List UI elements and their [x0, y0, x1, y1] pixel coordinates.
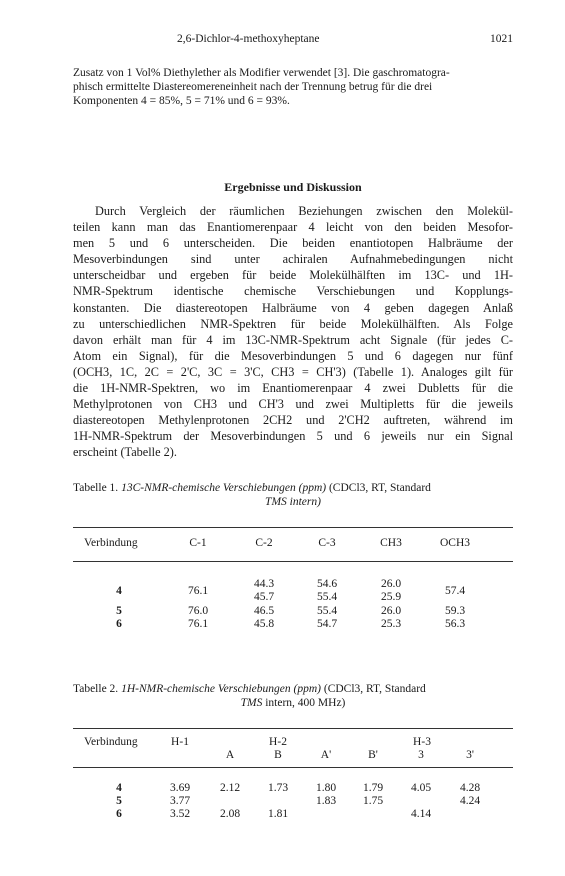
table-cell: 1.80 [315, 782, 337, 794]
intro-paragraph [73, 66, 513, 109]
body-line: erscheint (Tabelle 2). [73, 445, 177, 460]
body-line: konstanten. Die diastereotopen Halbräume von 4 geben dagegen Anlaß [73, 300, 513, 315]
table2-caption [73, 683, 513, 710]
subcolumn-header: B' [368, 749, 378, 761]
table-cell: 55.4 [316, 605, 338, 617]
table-cell: 3.77 [169, 795, 191, 807]
compound-label: 5 [116, 605, 122, 617]
table-caption-line2: TMS intern) [265, 495, 321, 508]
body-line: teilen kann man das Enantiomerenpaar 4 leicht von den beiden Mesofor- [73, 220, 513, 235]
table-cell: 76.0 [187, 605, 209, 617]
section-heading: Ergebnisse und Diskussion [224, 180, 362, 194]
table-cell: 54.6 [316, 578, 338, 590]
body-line: Mesoverbindungen sind unter achiralen Aufnahmebedingungen nicht [73, 252, 513, 267]
column-header: OCH3 [439, 537, 471, 549]
table-cell: 2.12 [219, 782, 241, 794]
body-line: men 5 und 6 unterscheiden. Die beiden enantiotopen Halbräume der [73, 236, 513, 251]
column-header: H-3 [413, 736, 431, 748]
table-cell: 76.1 [187, 618, 209, 630]
table-cell: 57.4 [444, 585, 466, 597]
table-cell: 25.9 [380, 591, 402, 603]
compound-label: 6 [116, 808, 122, 820]
table-cell: 1.83 [315, 795, 337, 807]
column-header: H-1 [171, 736, 189, 748]
body-line: Durch Vergleich der räumlichen Beziehungen zwischen den Molekül- [95, 204, 513, 218]
body-line: diastereotopen Methylenprotonen 2CH2 und 2'CH2 auftreten, während im [73, 413, 513, 428]
table-cell: 26.0 [380, 605, 402, 617]
table-title: 1H-NMR-chemische Verschiebungen (ppm) [121, 683, 321, 695]
table-cell: 3.52 [169, 808, 191, 820]
table-cell: 54.7 [316, 618, 338, 630]
discussion-paragraph [73, 203, 513, 461]
table-rule [73, 561, 513, 562]
running-header [73, 33, 513, 49]
subcolumn-header: 3 [418, 749, 424, 761]
page-number: 1021 [490, 33, 513, 45]
body-line: 1H-NMR-Spektrum der Mesoverbindungen 5 und 6 jeweils nur ein Signal [73, 429, 513, 444]
body-line: zu unterschiedlichen NMR-Spektren für beide Molekülhälften. Als Folge [73, 316, 513, 331]
table-conditions: (CDCl3, RT, Standard [328, 482, 431, 494]
compound-label: 4 [116, 782, 122, 794]
subcolumn-header: B [274, 749, 282, 761]
table-rule [73, 527, 513, 528]
table-cell: 44.3 [253, 578, 275, 590]
table-cell: 1.81 [267, 808, 289, 820]
body-line: davon erhält man für 4 im 13C-NMR-Spektrum acht Signale (für jedes C- [73, 332, 513, 347]
body-line: unterscheidbar und ergeben für beide Molekülhälften im 13C- und 1H- [73, 268, 513, 283]
table-cell: 76.1 [187, 585, 209, 597]
table-cell: 4.24 [459, 795, 481, 807]
table-title: 13C-NMR-chemische Verschiebungen (ppm) [121, 482, 327, 494]
table-label: Tabelle 2. [73, 683, 119, 695]
column-header: CH3 [380, 537, 402, 549]
table-cell: 3.69 [169, 782, 191, 794]
compound-label: 4 [116, 585, 122, 597]
table-caption-line2: intern, 400 MHz) [265, 696, 346, 709]
table-rule [73, 767, 513, 768]
column-header: H-2 [269, 736, 287, 748]
subcolumn-header: 3' [466, 749, 474, 761]
column-header: C-3 [318, 537, 336, 549]
column-header: Verbindung [84, 736, 138, 748]
running-title: 2,6-Dichlor-4-methoxyheptane [177, 33, 320, 45]
table-cell: 2.08 [219, 808, 241, 820]
column-header: C-1 [189, 537, 207, 549]
intro-line: Komponenten 4 = 85%, 5 = 71% und 6 = 93%. [73, 95, 290, 108]
table-cell: 4.14 [410, 808, 432, 820]
table-cell: 59.3 [444, 605, 466, 617]
table-caption-tms: TMS [240, 696, 263, 709]
compound-label: 5 [116, 795, 122, 807]
table1-caption [73, 482, 513, 509]
table-cell: 25.3 [380, 618, 402, 630]
table-cell: 45.7 [253, 591, 275, 603]
table-cell: 46.5 [253, 605, 275, 617]
body-line: NMR-Spektrum identische chemische Verschiebungen und Kopplungs- [73, 284, 513, 299]
column-header: Verbindung [84, 537, 138, 549]
table-cell: 55.4 [316, 591, 338, 603]
table-cell: 1.75 [362, 795, 384, 807]
compound-label: 6 [116, 618, 122, 630]
table-cell: 4.28 [459, 782, 481, 794]
body-line: (OCH3, 1C, 2C = 2'C, 3C = 3'C, CH3 = CH'3) (Tabelle 1). Analoges gilt für [73, 364, 513, 379]
body-line: Methylprotonen von CH3 und CH'3 und zwei Multipletts für die jeweils [73, 397, 513, 412]
body-line: Atom ein Signal), für die Mesoverbindungen 5 und 6 dagegen nur fünf [73, 348, 513, 363]
subcolumn-header: A' [320, 749, 332, 761]
intro-line: Zusatz von 1 Vol% Diethylether als Modifier verwendet [3]. Die gaschromatogra- [73, 67, 450, 79]
table-conditions: (CDCl3, RT, Standard [323, 683, 426, 695]
table-label: Tabelle 1. [73, 482, 119, 494]
intro-line: phisch ermittelte Diastereomereneinheit nach der Trennung betrug für die drei [73, 81, 433, 94]
table-cell: 1.73 [267, 782, 289, 794]
subcolumn-header: A [225, 749, 235, 761]
column-header: C-2 [255, 537, 273, 549]
table-cell: 1.79 [362, 782, 384, 794]
table-rule [73, 728, 513, 729]
body-line: die 1H-NMR-Spektren, wo im Enantiomerenpaar 4 zwei Dubletts für die [73, 381, 513, 396]
table-cell: 4.05 [410, 782, 432, 794]
table-cell: 56.3 [444, 618, 466, 630]
table-cell: 26.0 [380, 578, 402, 590]
table-cell: 45.8 [253, 618, 275, 630]
